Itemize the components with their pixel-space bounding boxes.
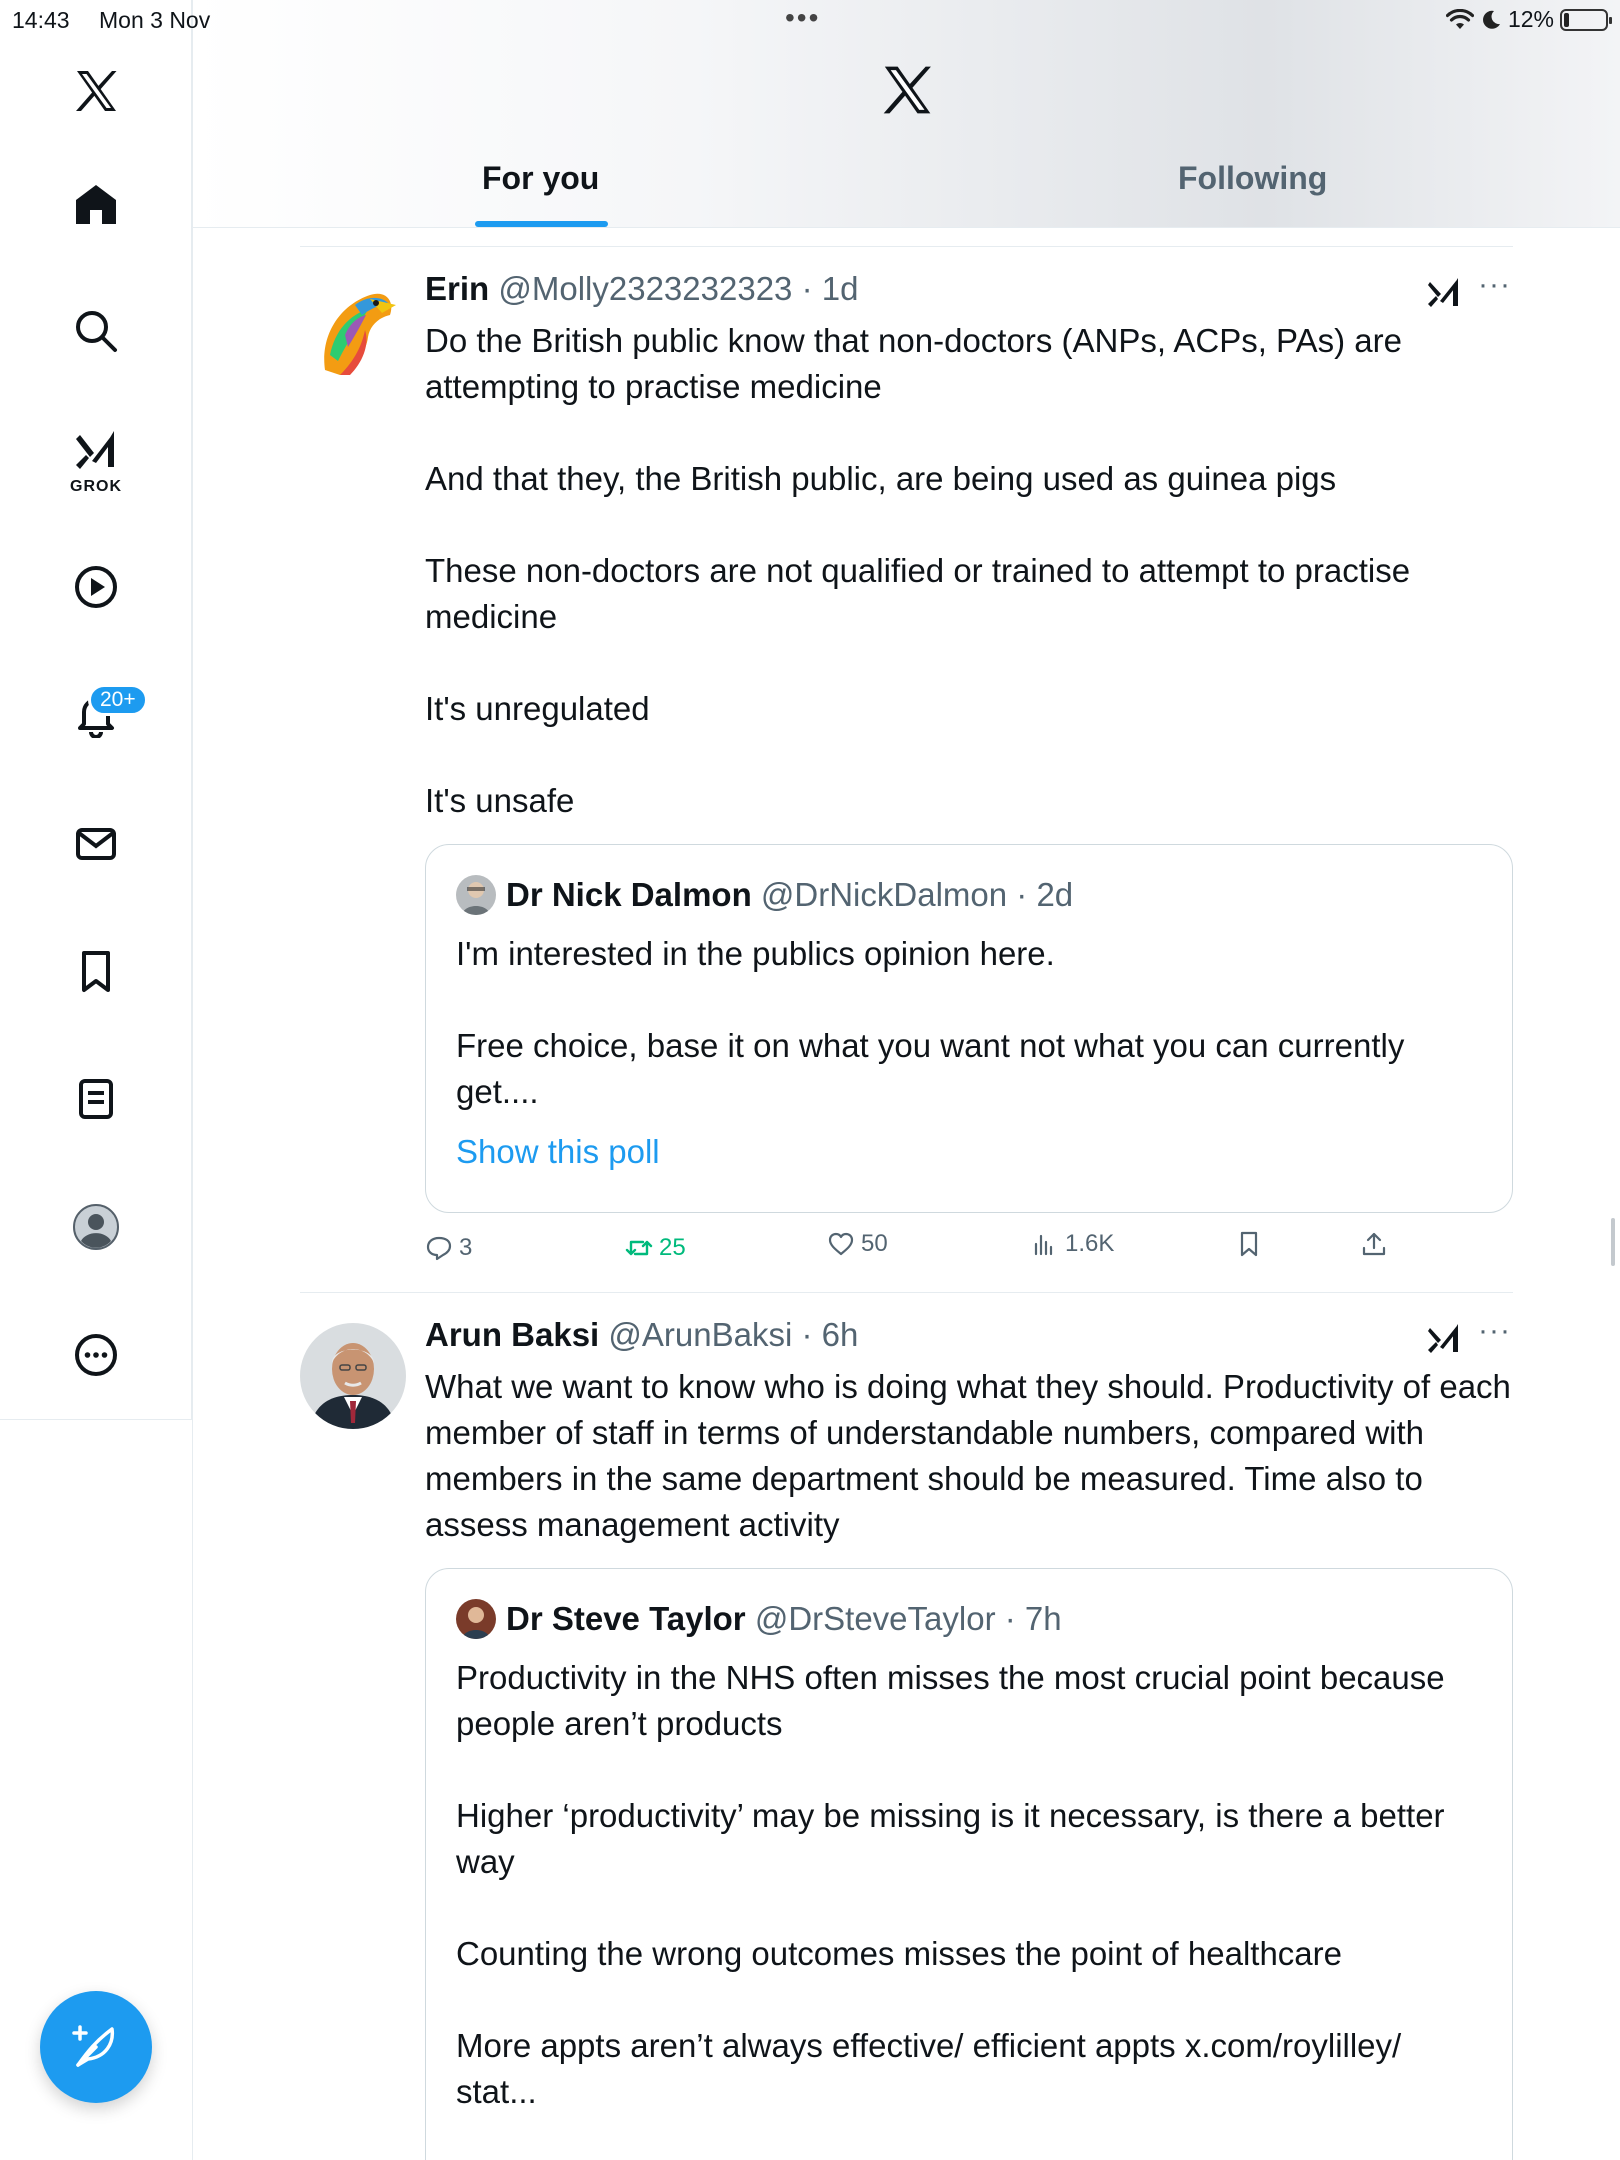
x-logo-icon[interactable] (55, 50, 137, 132)
quote-author-name: Dr Nick Dalmon (506, 876, 752, 913)
tweet-header (425, 270, 858, 308)
quoted-post[interactable] (425, 1568, 1513, 2160)
quote-author-name: Dr Steve Taylor (506, 1600, 746, 1637)
views-button[interactable] (1031, 1230, 1114, 1258)
more-options-icon[interactable]: ··· (1478, 268, 1511, 301)
multitasking-dots-icon[interactable]: ••• (785, 2, 821, 33)
home-icon[interactable] (55, 163, 137, 245)
bookmark-button[interactable] (1235, 1230, 1263, 1258)
reply-button[interactable] (425, 1234, 472, 1262)
battery-icon (1560, 9, 1608, 31)
search-icon[interactable] (55, 290, 137, 372)
tweet-paragraph: What we want to know who is doing what they should. Productivity of each member of staff in terms of understandable numbers, compared with members in the same department should be measured. Time also to assess management activity (425, 1368, 1511, 1543)
bookmark-icon (1235, 1230, 1263, 1258)
author-name[interactable]: Erin (425, 270, 490, 307)
compose-post-button[interactable] (40, 1991, 152, 2103)
tweet-header (425, 1316, 858, 1354)
heart-icon (827, 1230, 855, 1258)
feed-divider (300, 1292, 1513, 1293)
author-handle[interactable]: @Molly2323232323 (498, 270, 793, 307)
show-poll-link[interactable]: Show this poll (456, 1133, 660, 1170)
status-bar (0, 0, 1620, 40)
sidebar-border (192, 0, 193, 2160)
views-icon (1031, 1230, 1059, 1258)
status-right (1446, 6, 1608, 33)
grok-analyze-icon[interactable] (1426, 274, 1462, 310)
tweet-paragraph: These non-doctors are not qualified or trained to attempt to practise medicine (425, 552, 1411, 635)
post-time[interactable]: · 6h (801, 1316, 859, 1353)
quote-header (456, 1599, 1062, 1639)
quote-author-handle: @DrSteveTaylor (754, 1600, 996, 1637)
like-button[interactable] (827, 1230, 888, 1258)
reply-icon (425, 1234, 453, 1262)
tab-for-you[interactable]: For you (482, 160, 600, 196)
like-count: 50 (861, 1230, 888, 1257)
x-header-logo-icon[interactable] (879, 62, 935, 118)
compose-feather-icon (70, 2021, 122, 2073)
video-icon[interactable] (55, 546, 137, 628)
grok-label: GROK (70, 478, 122, 495)
bookmarks-icon[interactable] (55, 930, 137, 1012)
tweet-paragraph: And that they, the British public, are being used as guinea pigs (425, 460, 1337, 497)
feed-divider (300, 246, 1513, 247)
active-tab-indicator (475, 221, 608, 227)
tweet-paragraph: Do the British public know that non-doctors (ANPs, ACPs, PAs) are attempting to practise medicine (425, 322, 1402, 405)
tweet-paragraph: It's unsafe (425, 782, 575, 819)
quote-paragraph: Productivity in the NHS often misses the most crucial point because people aren’t products (456, 1659, 1445, 1742)
wifi-icon (1446, 9, 1474, 31)
avatar[interactable] (300, 275, 406, 381)
quote-paragraph: I'm interested in the publics opinion here. (456, 935, 1055, 972)
grok-analyze-icon[interactable] (1426, 1320, 1462, 1356)
tweet-paragraph: It's unregulated (425, 690, 650, 727)
author-handle[interactable]: @ArunBaksi (608, 1316, 793, 1353)
tab-following[interactable]: Following (1178, 160, 1328, 196)
quote-author-handle: @DrNickDalmon (760, 876, 1008, 913)
status-date: Mon 3 Nov (99, 7, 211, 33)
quoted-post[interactable] (425, 844, 1513, 1213)
quote-paragraph: Counting the wrong outcomes misses the point of healthcare (456, 1935, 1343, 1972)
messages-icon[interactable] (55, 803, 137, 885)
battery-level (1564, 13, 1569, 27)
author-name[interactable]: Arun Baksi (425, 1316, 600, 1353)
tweet-body (425, 1364, 1515, 1548)
quote-paragraph: More appts aren’t always effective/ efficient appts x.com/roylilley/ stat... (456, 2027, 1402, 2110)
lists-icon[interactable] (55, 1058, 137, 1140)
repost-icon (625, 1234, 653, 1262)
repost-button[interactable] (625, 1234, 686, 1262)
quote-paragraph: Free choice, base it on what you want not what you can currently get.... (456, 1027, 1405, 1110)
quote-header (456, 875, 1073, 915)
battery-percent: 12% (1507, 6, 1554, 32)
post-time[interactable]: · 1d (801, 270, 859, 307)
share-icon (1360, 1230, 1388, 1258)
profile-icon[interactable] (55, 1186, 137, 1268)
tweet-body (425, 318, 1505, 824)
status-time: 14:43 (12, 7, 70, 33)
quote-body (456, 931, 1486, 1115)
share-button[interactable] (1360, 1230, 1388, 1258)
quote-body (456, 1655, 1486, 2115)
more-icon[interactable] (55, 1314, 137, 1396)
more-options-icon[interactable]: ··· (1478, 1314, 1511, 1347)
quote-avatar (456, 1599, 496, 1639)
notifications-badge: 20+ (88, 684, 148, 716)
repost-count: 25 (659, 1234, 686, 1261)
moon-icon (1480, 9, 1502, 31)
post-actions (425, 1232, 1425, 1272)
view-count: 1.6K (1065, 1230, 1115, 1257)
quote-time: · 7h (1004, 1600, 1062, 1637)
reply-count: 3 (459, 1234, 473, 1261)
quote-avatar (456, 875, 496, 915)
quote-paragraph: Higher ‘productivity’ may be missing is it necessary, is there a better way (456, 1797, 1445, 1880)
scrollbar[interactable] (1611, 1218, 1615, 1266)
avatar[interactable] (300, 1323, 406, 1429)
quote-time: · 2d (1016, 876, 1074, 913)
